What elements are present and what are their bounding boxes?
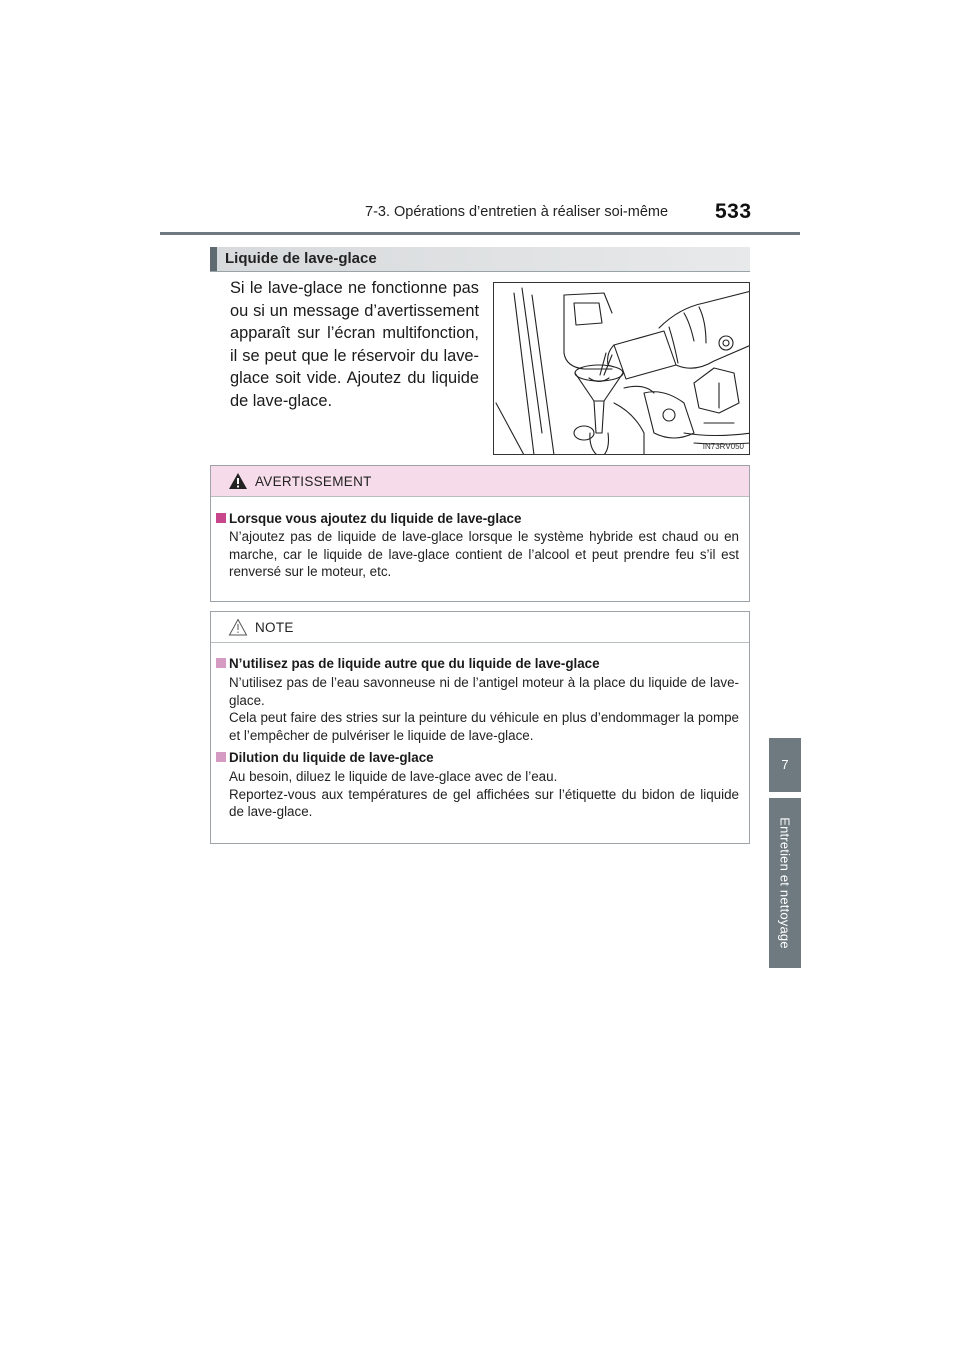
caution-outline-triangle-icon xyxy=(228,618,248,636)
note-item-title xyxy=(229,656,739,671)
header-section-title: 7-3. Opérations d’entretien à réaliser soi-même xyxy=(365,204,669,220)
warning-item-title-text: Lorsque vous ajoutez du liquide de lave-glace xyxy=(229,511,522,526)
note-item-title-text: Dilution du liquide de lave-glace xyxy=(229,750,434,765)
square-bullet-icon xyxy=(216,752,226,762)
intro-paragraph: Si le lave-glace ne fonctionne pas ou si un message d’avertissement apparaît sur l’écran multifonction, il se peut que le réservoir du lave-glace soit vide. Ajoutez du liquide de lave-glace. xyxy=(230,279,479,410)
chapter-tab-title xyxy=(769,798,801,968)
note-paragraph: Au besoin, diluez le liquide de lave-glace avec de l’eau. xyxy=(229,769,558,784)
warning-box xyxy=(210,465,750,602)
note-item xyxy=(211,656,749,744)
note-item-body xyxy=(229,674,739,744)
washer-fluid-illustration xyxy=(493,282,750,455)
section-heading-text: Liquide de lave-glace xyxy=(225,250,377,267)
note-box xyxy=(210,611,750,844)
chapter-title: Entretien et nettoyage xyxy=(777,817,793,949)
chapter-number: 7 xyxy=(781,757,789,772)
warning-item-title xyxy=(229,511,739,526)
note-paragraph: Reportez-vous aux températures de gel affichées sur l’étiquette du bidon de liquide de lave-glace. xyxy=(229,786,739,819)
header-rule xyxy=(160,232,800,235)
section-heading xyxy=(210,247,750,272)
page-number: 533 xyxy=(715,200,752,223)
note-item-title-text: N’utilisez pas de liquide autre que du liquide de lave-glace xyxy=(229,656,600,671)
warning-header xyxy=(211,466,749,497)
note-paragraph: Cela peut faire des stries sur la peinture du véhicule en plus d’endommager la pompe et l’empêcher de pulvériser le liquide de lave-glace. xyxy=(229,710,739,743)
square-bullet-icon xyxy=(216,513,226,523)
funnel-pouring-illustration xyxy=(494,283,750,455)
note-header xyxy=(211,612,749,643)
note-label: NOTE xyxy=(255,620,294,635)
warning-label: AVERTISSEMENT xyxy=(255,474,372,489)
warning-item xyxy=(211,511,749,581)
chapter-tab-number xyxy=(769,738,801,792)
section-heading-bar xyxy=(210,247,217,271)
note-item xyxy=(211,750,749,821)
warning-paragraph: N’ajoutez pas de liquide de lave-glace lorsque le système hybride est chaud ou en marche, car le liquide de lave-glace contient de l’alcool et peut prendre feu s’il est renversé sur le moteur, etc. xyxy=(229,529,739,579)
warning-triangle-icon xyxy=(228,472,248,490)
square-bullet-icon xyxy=(216,658,226,668)
note-paragraph: N’utilisez pas de l’eau savonneuse ni de l’antigel moteur à la place du liquide de lave-glace. xyxy=(229,675,739,708)
note-item-body xyxy=(229,768,739,821)
figure-code: IN73RV050 xyxy=(702,442,744,451)
note-item-title xyxy=(229,750,739,765)
warning-item-body xyxy=(229,528,739,581)
